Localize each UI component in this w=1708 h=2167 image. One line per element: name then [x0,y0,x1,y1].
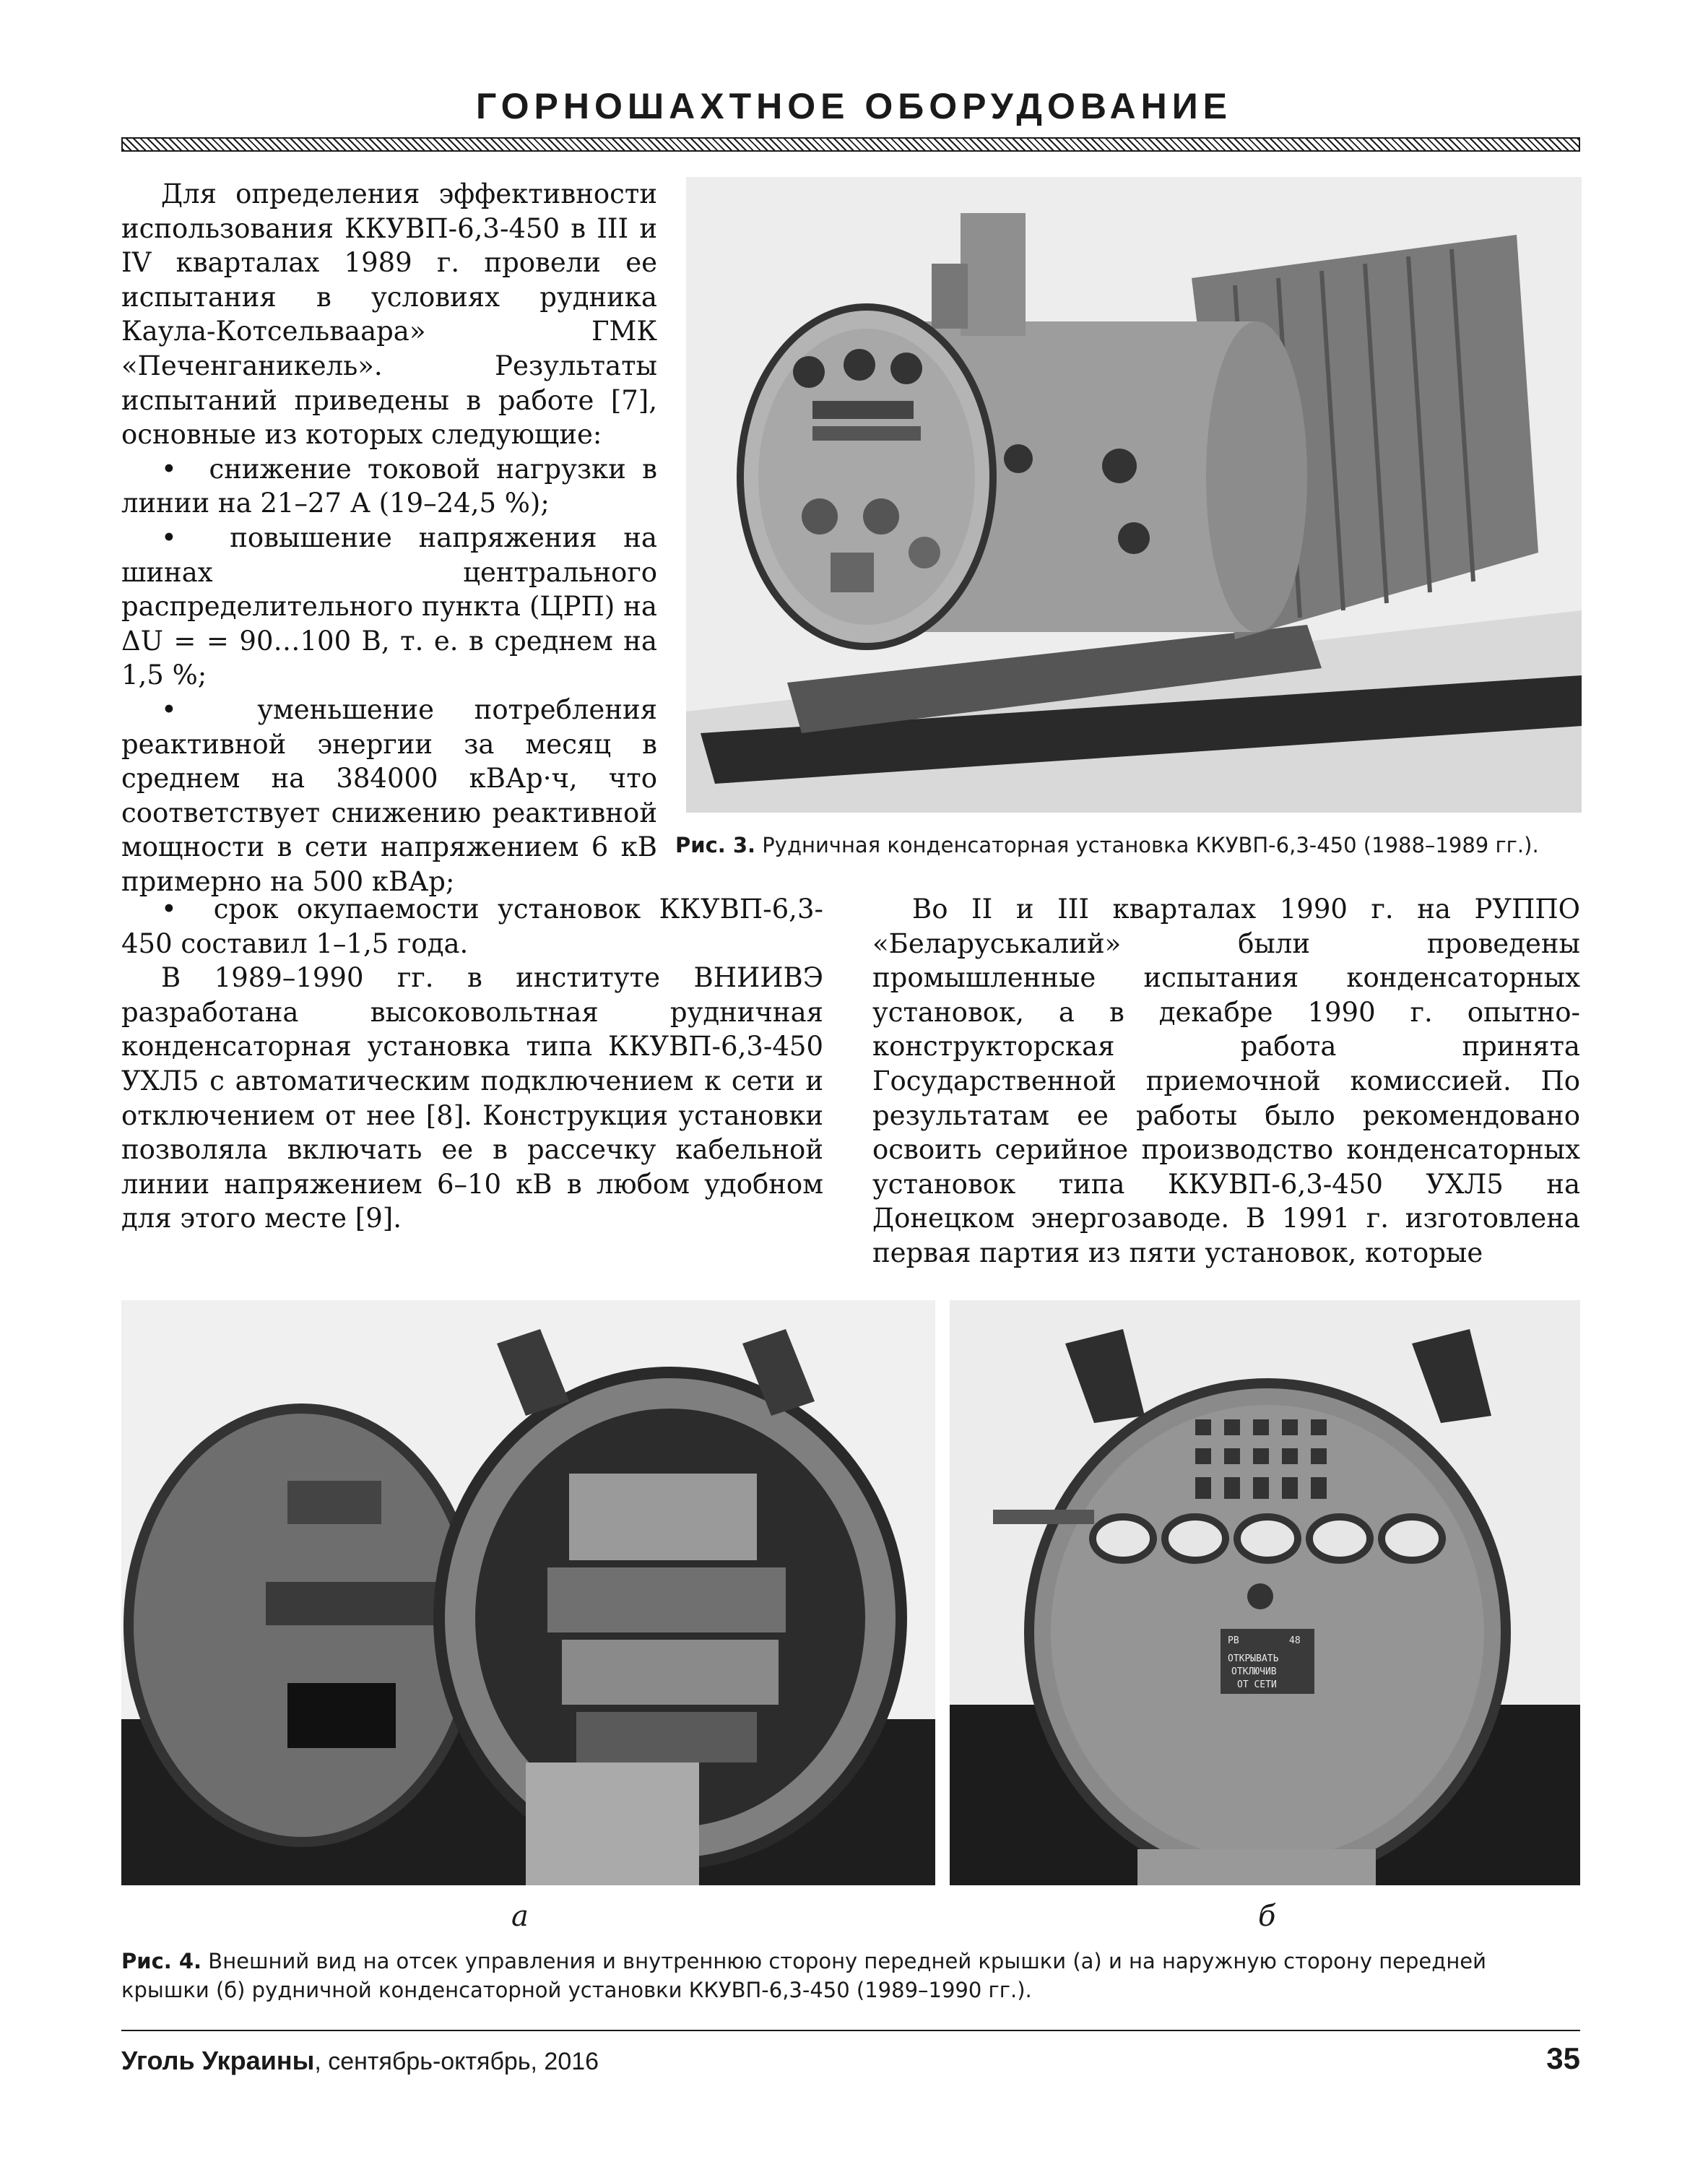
bullet-item-1 [121,452,657,521]
plate-text-line-1: ОТКРЫВАТЬ [1228,1653,1279,1664]
bullet-text: снижение токовой нагрузки в линии на 21–27 А (19–24,5 %); [121,453,657,519]
section-title: ГОРНОШАХТНОЕ ОБОРУДОВАНИЕ [475,86,1233,126]
page-number: 35 [1546,2041,1580,2075]
left-column [121,177,657,899]
paragraph-1: Для определения эффективности использования ККУВП-6,3-450 в III и IV кварталах 1989 г. провели ее испытания в условиях рудника Каула-Котсельваара» ГМК «Печенганикель». Результаты испытаний приведены в работе [7], основные из которых следующие: [121,178,657,451]
left-lower-column [121,892,823,1236]
header-hatched-rule [121,137,1580,152]
figure-3-caption-text: Рудничная конденсаторная установка ККУВП-6,3-450 (1988–1989 гг.). [755,833,1539,857]
figure-4-caption [121,1947,1580,2004]
bullet-item-3 [121,693,657,899]
bullet-item-4 [121,892,823,961]
bullet-text: повышение напряжения на шинах центрального распределительного пункта (ЦРП) на ΔU = = 90…100 В, т. е. в среднем на 1,5 %; [121,522,657,691]
figure-4-caption-text: Внешний вид на отсек управления и внутреннюю сторону передней крышки (а) и на наружную сторону передней крышки (б) рудничной конденсаторной установки ККУВП-6,3-450 (1989–1990 гг.). [121,1949,1486,2002]
bullet-icon: • [161,894,214,925]
plate-text-number: 48 [1289,1635,1301,1646]
figure-3-caption [675,831,1585,860]
issue-date: , сентябрь-октябрь, 2016 [314,2048,599,2075]
figure-3-label: Рис. 3. [675,833,756,857]
figure-4a-sublabel: а [511,1900,529,1933]
paragraph-3: Во II и III кварталах 1990 г. на РУППО «Беларуськалий» были проведены промышленные испытания конденсаторных установок, а в декабре 1990 г. опытно-конструкторская работа принята Государственной приемочной комиссией. По результатам ее работы было рекомендовано освоить серийное производство конденсаторных установок типа ККУВП-6,3-450 УХЛ5 на Донецком энергозаводе. В 1991 г. изготовлена первая партия из пяти установок, которые [872,894,1580,1268]
bullet-icon: • [161,522,230,553]
plate-text-rv: РВ [1228,1635,1239,1646]
bullet-icon: • [161,453,209,485]
figure-4a-photo [121,1300,935,1885]
right-column [872,892,1580,1271]
plate-text-line-2: ОТКЛЮЧИВ [1231,1666,1277,1677]
figure-4-label: Рис. 4. [121,1949,202,1973]
figure-3-photo [686,177,1582,813]
footer-publication [121,2046,599,2076]
bullet-item-2 [121,521,657,693]
magazine-name: Уголь Украины [121,2046,315,2075]
plate-text-line-3: ОТ СЕТИ [1237,1679,1277,1690]
footer-rule [121,2030,1580,2031]
bullet-text: уменьшение потребления реактивной энергии за месяц в среднем на 384000 кВАр·ч, что соответствует снижению реактивной мощности в сети напряжением 6 кВ примерно на 500 кВАр; [121,693,657,897]
figure-4b-sublabel: б [1258,1900,1276,1933]
bullet-icon: • [161,693,258,725]
bullet-text: срок окупаемости установок ККУВП-6,3-450 составил 1–1,5 года. [121,894,823,959]
paragraph-2: В 1989–1990 гг. в институте ВНИИВЭ разработана высоковольтная рудничная конденсаторная установка типа ККУВП-6,3-450 УХЛ5 с автоматическим подключением к сети и отключением от нее [8]. Конструкция установки позволяла включать ее в рассечку кабельной линии напряжением 6–10 кВ в любом удобном для этого месте [9]. [121,962,823,1234]
figure-4b-photo [950,1300,1580,1885]
